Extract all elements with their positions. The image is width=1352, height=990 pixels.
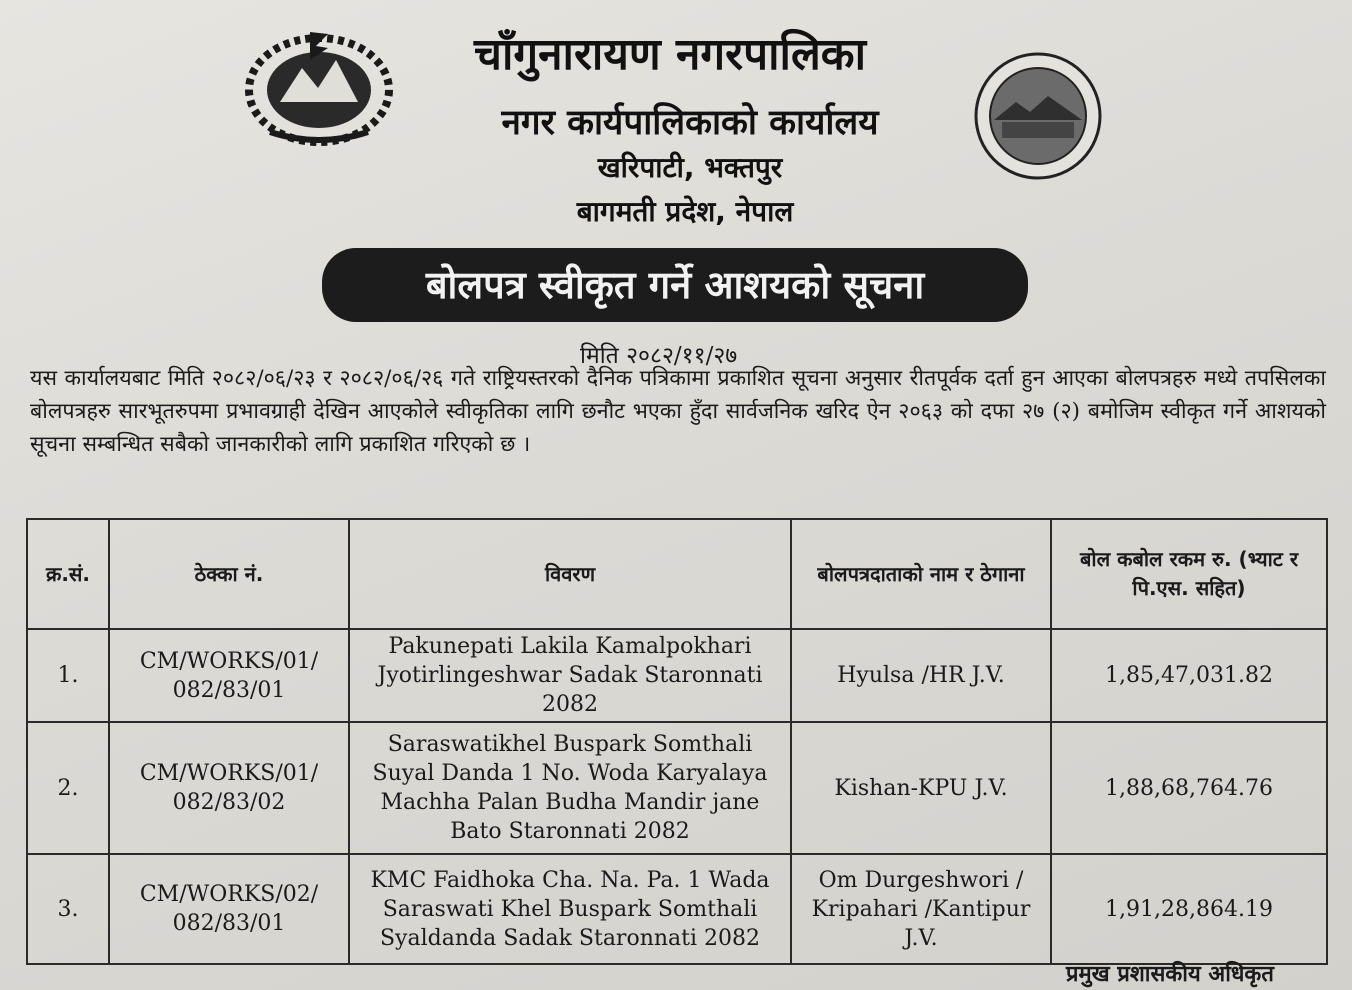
bid-table (26, 518, 1328, 965)
row-sn: 2. (27, 722, 109, 854)
row-bidder: Hyulsa /HR J.V. (791, 629, 1051, 722)
municipality-seal-icon (972, 50, 1104, 182)
row-bidder: Kishan-KPU J.V. (791, 722, 1051, 854)
notice-title: बोलपत्र स्वीकृत गर्ने आशयको सूचना (322, 248, 1028, 322)
row-description: KMC Faidhoka Cha. Na. Pa. 1 Wada Saraswati Khel Buspark Somthali Syaldanda Sadak Staronnati 2082 (349, 854, 791, 964)
row-contract: CM/WORKS/01/ 082/83/02 (109, 722, 349, 854)
table-row (27, 854, 1327, 964)
table-row (27, 722, 1327, 854)
row-sn: 1. (27, 629, 109, 722)
row-amount: 1,91,28,864.19 (1051, 854, 1327, 964)
col-header-sn: क्र.सं. (27, 519, 109, 629)
row-bidder: Om Durgeshwori / Kripahari /Kantipur J.V. (791, 854, 1051, 964)
notice-date: मिति २०८२/११/२७ (580, 343, 738, 369)
nepal-emblem-icon (240, 20, 398, 150)
notice-body: यस कार्यालयबाट मिति २०८२/०६/२३ र २०८२/०६/२६ गते राष्ट्रियस्तरको दैनिक पत्रिकामा प्रकाशित सूचना अनुसार रीतपूर्वक दर्ता हुन आएका बोलपत्रहरु मध्ये तपसिलका बोलपत्रहरु सारभूतरुपमा प्रभावग्राही देखिन आएकोले स्वीकृतिका लागि छनौट भएका हुँदा सार्वजनिक खरिद ऐन २०६३ को दफा २७ (२) बमोजिम स्वीकृत गर्ने आशयको सूचना सम्बन्धित सबैको जानकारीको लागि प्रकाशित गरिएको छ । (30, 366, 1326, 457)
col-header-bidder: बोलपत्रदाताको नाम र ठेगाना (791, 519, 1051, 629)
municipality-name: चाँगुनारायण नगरपालिका (474, 29, 866, 80)
office-location: खरिपाटी, भक्तपुर (597, 151, 783, 184)
row-sn: 3. (27, 854, 109, 964)
col-header-amount: बोल कबोल रकम रु. (भ्याट र पि.एस. सहित) (1051, 519, 1327, 629)
row-description: Pakunepati Lakila Kamalpokhari Jyotirlingeshwar Sadak Staronnati 2082 (349, 629, 791, 722)
col-header-contract: ठेक्का नं. (109, 519, 349, 629)
row-contract: CM/WORKS/02/ 082/83/01 (109, 854, 349, 964)
row-contract: CM/WORKS/01/ 082/83/01 (109, 629, 349, 722)
office-province: बागमती प्रदेश, नेपाल (576, 195, 794, 228)
row-amount: 1,85,47,031.82 (1051, 629, 1327, 722)
office-name: नगर कार्यपालिकाको कार्यालय (501, 103, 879, 143)
table-row (27, 629, 1327, 722)
row-description: Saraswatikhel Buspark Somthali Suyal Danda 1 No. Woda Karyalaya Machha Palan Budha Mandir jane Bato Staronnati 2082 (349, 722, 791, 854)
signatory-title: प्रमुख प्रशासकीय अधिकृत (1066, 962, 1274, 987)
col-header-description: विवरण (349, 519, 791, 629)
row-amount: 1,88,68,764.76 (1051, 722, 1327, 854)
table-header-row (27, 519, 1327, 629)
